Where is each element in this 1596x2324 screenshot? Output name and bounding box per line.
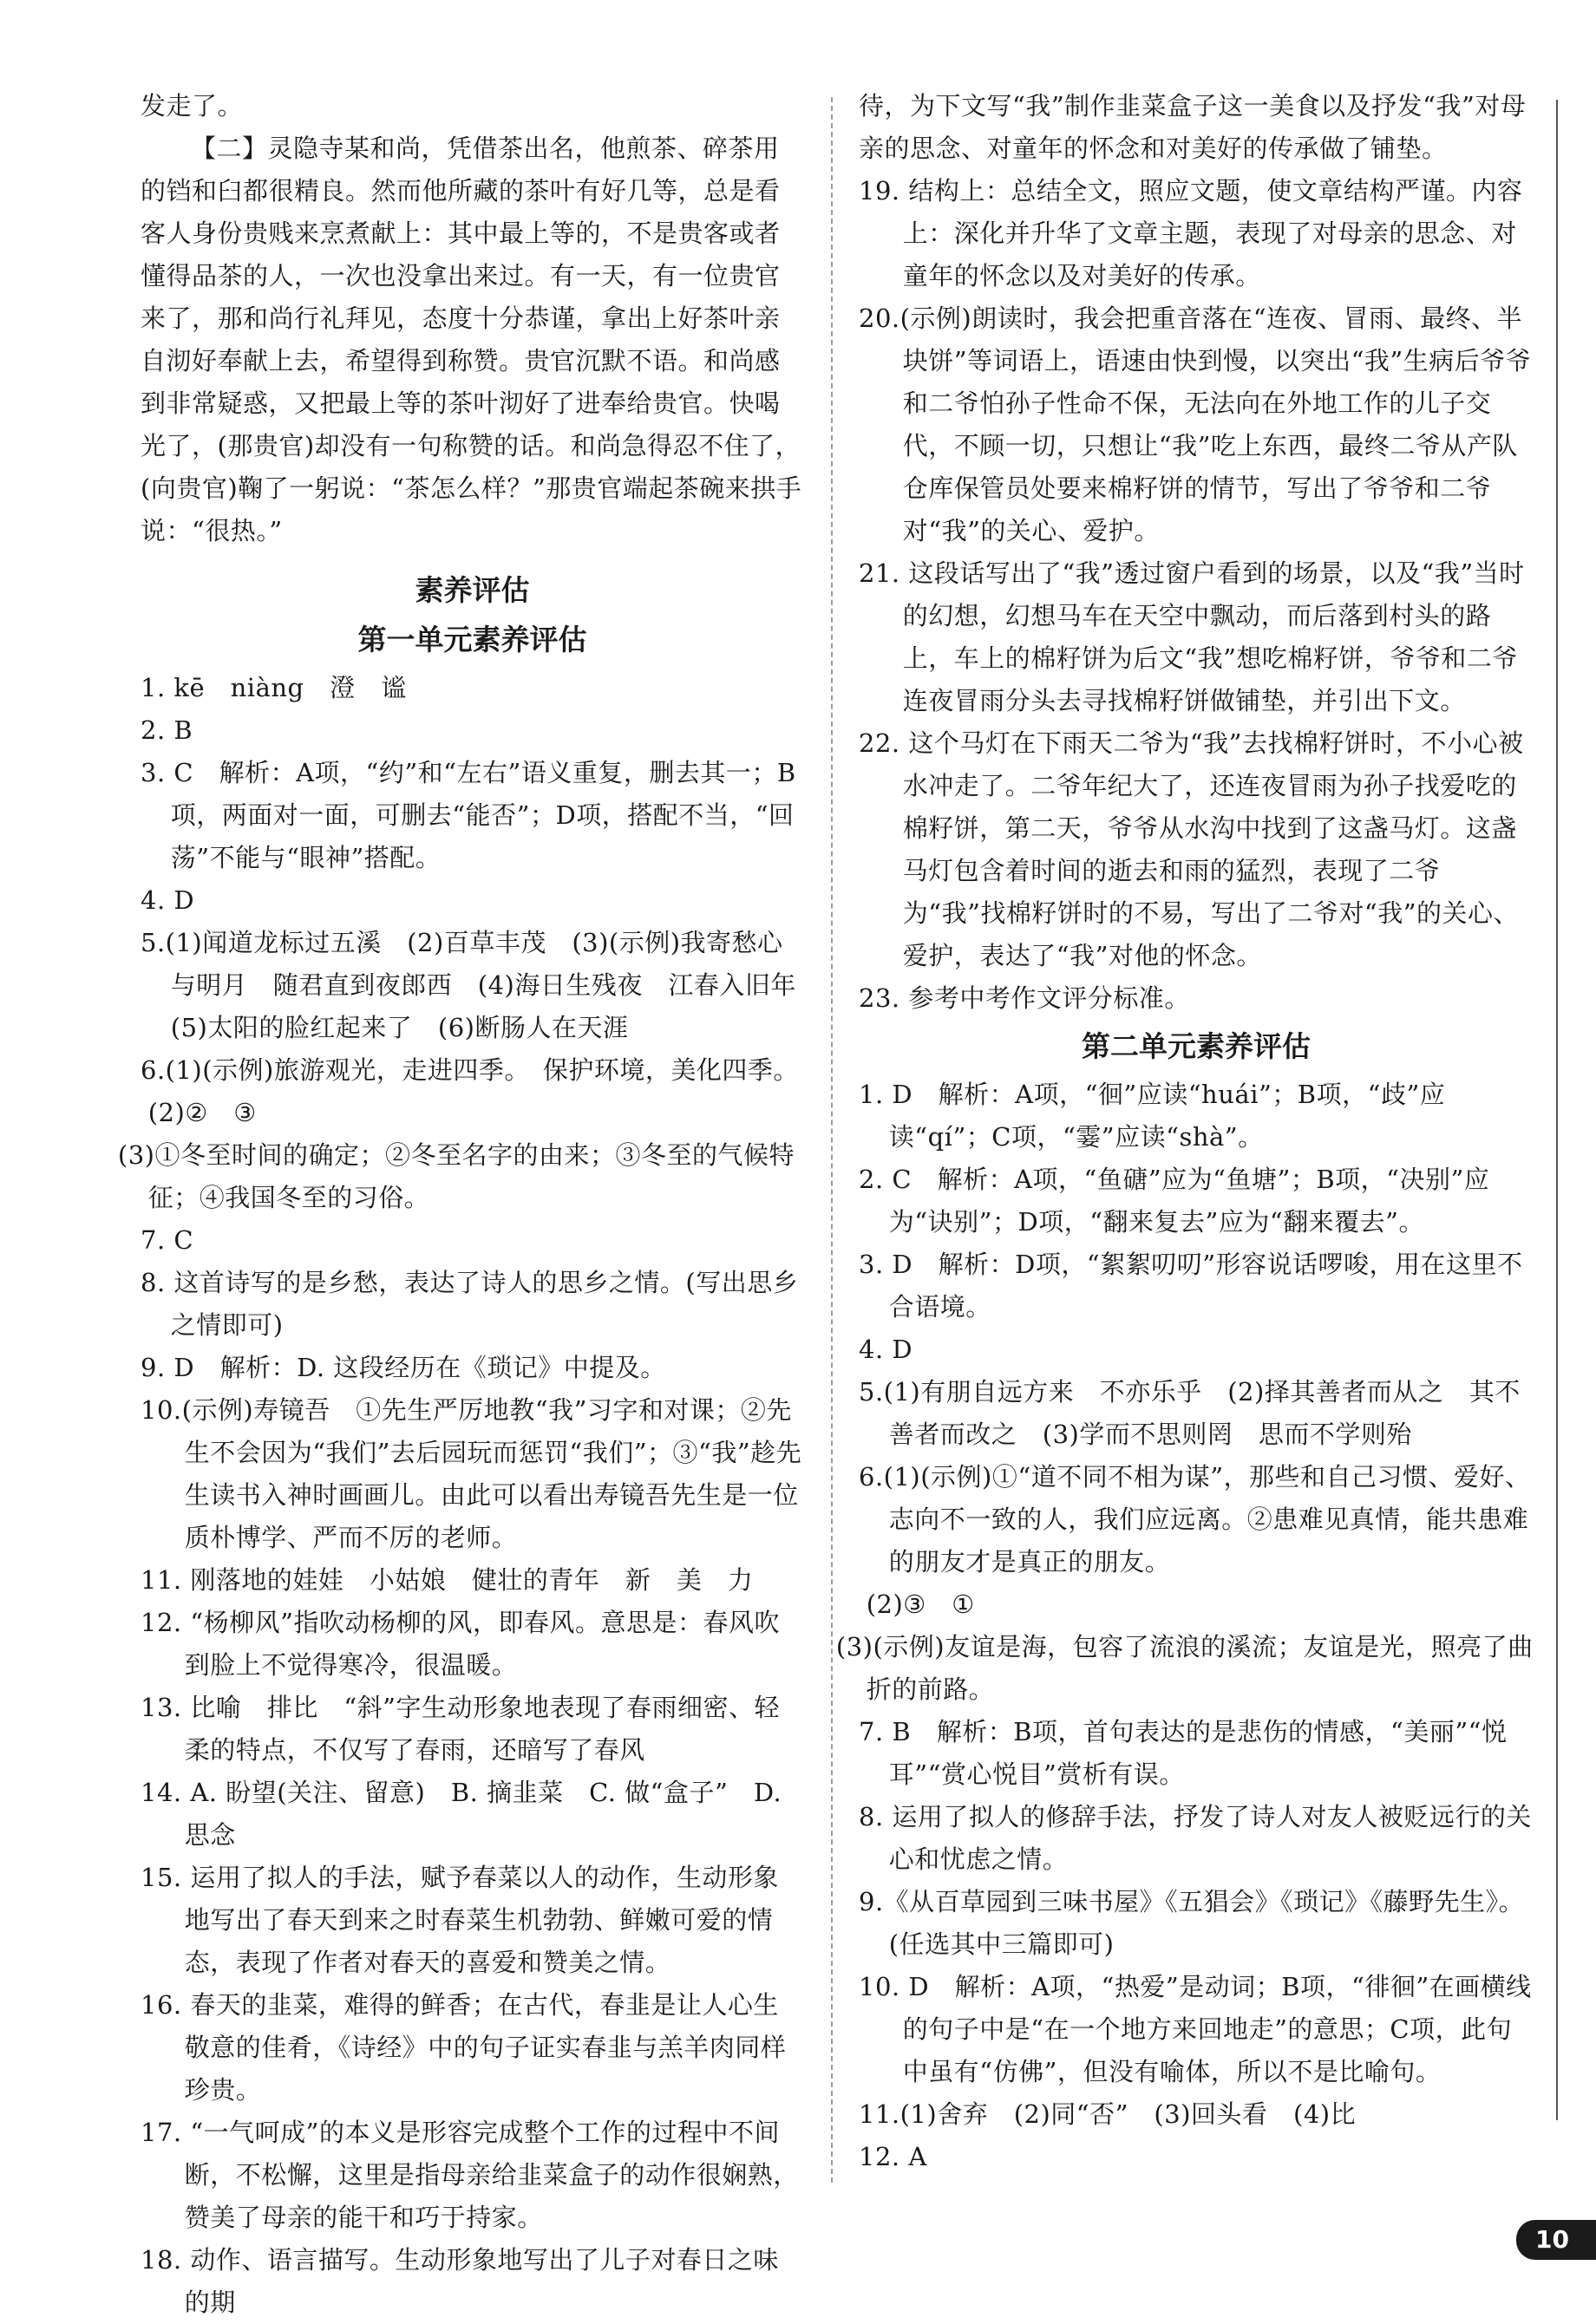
left-column <box>117 85 822 2324</box>
answer-item: 21. 这段话写出了“我”透过窗户看到的场景，以及“我”当时的幻想，幻想马车在天空中飘动，而后落到村头的路上，车上的棉籽饼为后文“我”想吃棉籽饼，爷爷和二爷连夜冒雨分头去寻找棉籽饼做铺垫，并引出下文。 <box>859 558 1525 715</box>
unit2-title: 第二单元素养评估 <box>1082 1029 1311 1063</box>
answer-item: 12. “杨柳风”指吹动杨柳的风，即春风。意思是：春风吹到脸上不觉得寒冷，很温暖。 <box>141 1608 780 1680</box>
answer-item: 15. 运用了拟人的手法，赋予春菜以人的动作，生动形象地写出了春天到来之时春菜生机勃勃、鲜嫩可爱的情态，表现了作者对春天的喜爱和赞美之情。 <box>141 1863 779 1977</box>
answer-item: 7. B 解析：B项，首句表达的是悲伤的情感，“美丽”“悦耳”“赏心悦目”赏析有误。 <box>859 1717 1508 1789</box>
answer-item: 2. B <box>141 715 193 745</box>
answer-item: 3. D 解析：D项，“絮絮叨叨”形容说话啰唆，用在这里不合语境。 <box>859 1250 1523 1322</box>
answer-continuation: 待，为下文写“我”制作韭菜盒子这一美食以及抒发“我”对母亲的思念、对童年的怀念和对美好的传承做了铺垫。 <box>859 91 1527 163</box>
answer-item: 23. 参考中考作文评分标准。 <box>859 983 1190 1013</box>
answer-item: 11.(1)舍弃 (2)同“否” (3)回头看 (4)比 <box>859 2099 1357 2129</box>
column-divider <box>831 97 833 2183</box>
unit1-title: 第一单元素养评估 <box>357 623 587 656</box>
answer-item: 16. 春天的韭菜，难得的鲜香；在古代，春韭是让人心生敬意的佳肴，《诗经》中的句子证实春韭与羔羊肉同样珍贵。 <box>141 1990 787 2105</box>
answer-subitem: (3)①冬至时间的确定；②冬至名字的由来；③冬至的气候特征；④我国冬至的习俗。 <box>117 1140 795 1212</box>
answer-item: 17. “一气呵成”的本义是形容完成整个工作的过程中不间断，不松懈，这里是指母亲给韭菜盒子的动作很娴熟，赞美了母亲的能干和巧于持家。 <box>141 2118 799 2232</box>
answer-item: 22. 这个马灯在下雨天二爷为“我”去找棉籽饼时，不小心被水冲走了。二爷年纪大了，还连夜冒雨为孙子找爱吃的棉籽饼，第二天，爷爷从水沟中找到了这盏马灯。这盏马灯包含着时间的逝去和雨的猛烈，表现了二爷为“我”找棉籽饼时的不易，写出了二爷对“我”的关心、爱护，表达了“我”对他的怀念。 <box>859 728 1524 970</box>
answer-item: 18. 动作、语言描写。生动形象地写出了儿子对春日之味的期 <box>141 2245 779 2317</box>
answer-subitem: (3)(示例)友谊是海，包容了流浪的溪流；友谊是光，照亮了曲折的前路。 <box>835 1632 1534 1704</box>
page-number-tab: 10 <box>1516 2220 1596 2260</box>
answer-subitem: (2)② ③ <box>147 1098 257 1127</box>
answer-item: 13. 比喻 排比 “斜”字生动形象地表现了春雨细密、轻柔的特点，不仅写了春雨，还暗写了春风 <box>141 1693 780 1765</box>
answer-item: 6.(1)(示例)①“道不同不相为谋”，那些和自己习惯、爱好、志向不一致的人，我们应远离。②患难见真情，能共患难的朋友才是真正的朋友。 <box>859 1462 1531 1577</box>
page-edge-line <box>1556 100 1558 2120</box>
answer-item: 5.(1)有朋自远方来 不亦乐乎 (2)择其善者而从之 其不善者而改之 (3)学而不思则罔 思而不学则殆 <box>859 1377 1521 1449</box>
answer-item: 8. 这首诗写的是乡愁，表达了诗人的思乡之情。(写出思乡之情即可) <box>141 1268 799 1340</box>
translation-paragraph-2: 【二】灵隐寺某和尚，凭借茶出名，他煎茶、碎茶用的铛和臼都很精良。然而他所藏的茶叶有好几等，总是看客人身份贵贱来烹煮献上：其中最上等的，不是贵客或者懂得品茶的人，一次也没拿出来过。有一天，有一位贵官来了，那和尚行礼拜见，态度十分恭谨，拿出上好茶叶亲自沏好奉献上去，希望得到称赞。贵官沉默不语。和尚感到非常疑惑，又把最上等的茶叶沏好了进奉给贵官。快喝光了，(那贵官)却没有一句称赞的话。和尚急得忍不住了，(向贵官)鞠了一躬说：“茶怎么样？”那贵官端起茶碗来拱手说：“很热。” <box>141 134 802 545</box>
answer-item: 14. A. 盼望(关注、留意) B. 摘韭菜 C. 做“盒子” D. 思念 <box>141 1778 790 1850</box>
answer-item: 8. 运用了拟人的修辞手法，抒发了诗人对友人被贬远行的关心和忧虑之情。 <box>859 1802 1532 1874</box>
answer-item: 9.《从百草园到三味书屋》《五猖会》《琐记》《藤野先生》。(任选其中三篇即可) <box>859 1887 1525 1959</box>
answer-item: 4. D <box>859 1335 913 1364</box>
answer-item: 7. C <box>141 1225 194 1255</box>
answer-item: 6.(1)(示例)旅游观光，走进四季。 保护环境，美化四季。 <box>141 1055 799 1085</box>
answer-item: 1. D 解析：A项，“徊”应读“huái”；B项，“歧”应读“qí”；C项，“霎”应读“shà”。 <box>859 1080 1446 1152</box>
right-column <box>835 85 1534 2178</box>
answer-item: 2. C 解析：A项，“鱼磄”应为“鱼塘”；B项，“决别”应为“诀别”；D项，“翻来复去”应为“翻来覆去”。 <box>859 1165 1490 1237</box>
answer-item: 11. 刚落地的娃娃 小姑娘 健壮的青年 新 美 力 <box>141 1565 754 1595</box>
section-title: 素养评估 <box>415 573 530 607</box>
answer-item: 10.(示例)寿镜吾 ①先生严厉地教“我”习字和对课；②先生不会因为“我们”去后园玩而惩罚“我们”；③“我”趁先生读书入神时画画儿。由此可以看出寿镜吾先生是一位质朴博学、严而不厉的老师。 <box>141 1395 802 1552</box>
answer-item: 9. D 解析：D. 这段经历在《琐记》中提及。 <box>141 1353 666 1382</box>
answer-item: 5.(1)闻道龙标过五溪 (2)百草丰茂 (3)(示例)我寄愁心与明月 随君直到夜郎西 (4)海日生残夜 江春入旧年 (5)太阳的脸红起来了 (6)断肠人在天涯 <box>141 928 822 1042</box>
answer-item: 19. 结构上：总结全文，照应文题，使文章结构严谨。内容上：深化并升华了文章主题，表现了对母亲的思念、对童年的怀念以及对美好的传承。 <box>859 176 1523 290</box>
answer-item: 12. A <box>859 2142 927 2171</box>
answer-item: 20.(示例)朗读时，我会把重音落在“连夜、冒雨、最终、半块饼”等词语上，语速由快到慢，以突出“我”生病后爷爷和二爷怕孙子性命不保，无法向在外地工作的儿子交代，不顾一切，只想让“我”吃上东西，最终二爷从产队仓库保管员处要来棉籽饼的情节，写出了爷爷和二爷对“我”的关心、爱护。 <box>859 304 1532 545</box>
intro-line-continuation: 发走了。 <box>141 91 244 121</box>
answer-item: 10. D 解析：A项，“热爱”是动词；B项，“徘徊”在画横线的句子中是“在一个地方来回地走”的意思；C项，此句中虽有“仿佛”，但没有喻体，所以不是比喻句。 <box>859 1972 1532 2086</box>
answer-item: 4. D <box>141 885 195 915</box>
answer-item: 1. kē niàng 澄 谧 <box>141 673 407 702</box>
answer-subitem: (2)③ ① <box>866 1590 975 1619</box>
answer-item: 3. C 解析：A项，“约”和“左右”语义重复，删去其一；B项，两面对一面，可删去“能否”；D项，搭配不当，“回荡”不能与“眼神”搭配。 <box>141 758 796 872</box>
